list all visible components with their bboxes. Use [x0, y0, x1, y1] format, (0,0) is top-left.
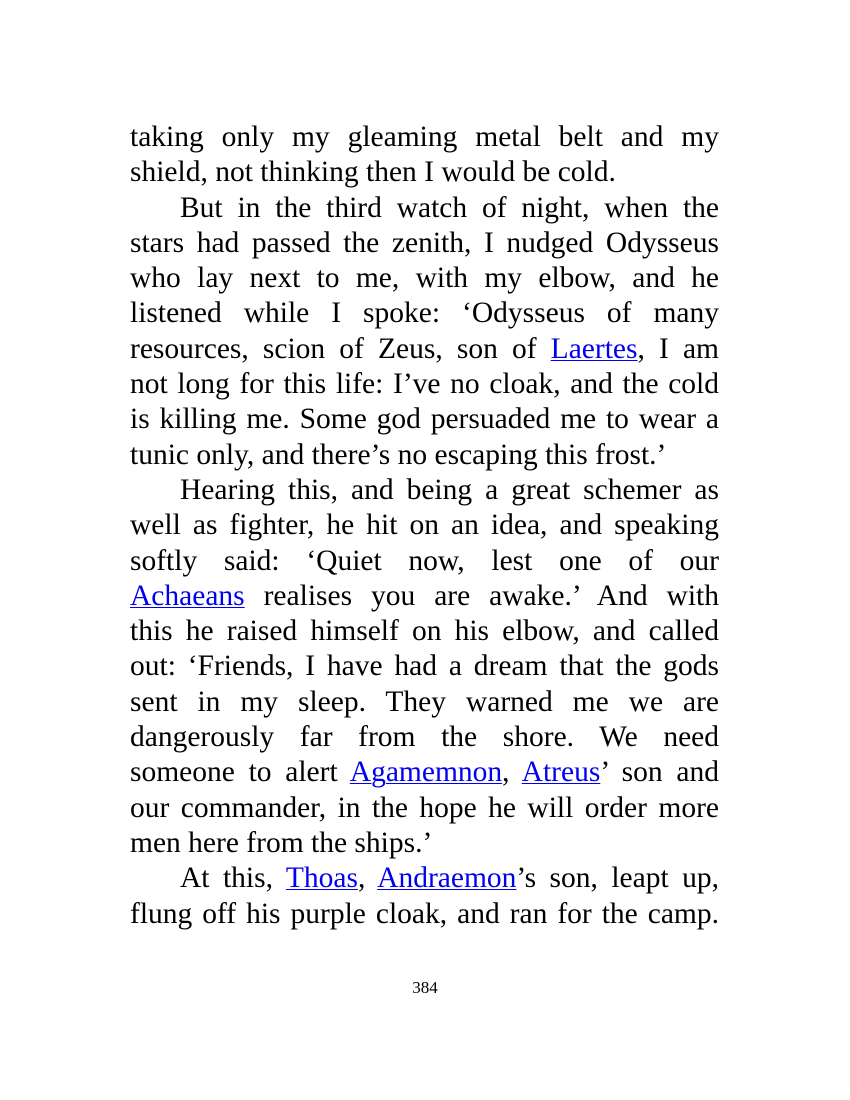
text-span: , — [357, 862, 378, 895]
text-span: Hearing this, and being a great schemer as — [180, 473, 719, 506]
text-span: men here from the ships.’ — [130, 826, 433, 859]
text-line — [130, 685, 719, 720]
link-agamemnon[interactable]: Agamemnon — [349, 756, 503, 789]
text-span: ’ son and — [600, 756, 719, 789]
text-span: ’s son, leapt up, — [516, 862, 719, 895]
link-andraemon[interactable]: Andraemon — [377, 862, 517, 895]
text-span: listened while I spoke: ‘Odysseus of many — [130, 297, 719, 330]
text-span: is killing me. Some god persuaded me to wear a — [130, 403, 719, 436]
text-line — [130, 438, 719, 473]
text-line — [130, 791, 719, 826]
text-span: someone to alert — [130, 756, 350, 789]
text-span: out: ‘Friends, I have had a dream that the gods — [130, 650, 719, 683]
text-line — [130, 261, 719, 296]
text-span: At this, — [180, 862, 286, 895]
text-span: tunic only, and there’s no escaping this frost.’ — [130, 438, 667, 471]
text-span: , — [502, 756, 522, 789]
text-span: stars had passed the zenith, I nudged Odysseus — [130, 226, 719, 259]
text-line — [130, 191, 719, 226]
text-span: softly said: ‘Quiet now, lest one of our — [130, 544, 719, 577]
link-atreus[interactable]: Atreus — [521, 756, 601, 789]
text-span: our commander, in the hope he will order more — [130, 791, 719, 824]
text-span: dangerously far from the shore. We need — [130, 721, 719, 754]
text-line — [130, 402, 719, 437]
text-span: shield, not thinking then I would be cold. — [130, 156, 616, 189]
text-span: not long for this life: I’ve no cloak, and the cold — [130, 368, 719, 401]
text-span: , I am — [637, 332, 719, 365]
text-line — [130, 755, 719, 790]
text-line — [130, 367, 719, 402]
text-span: realises you are awake.’ And with — [244, 579, 719, 612]
link-thoas[interactable]: Thoas — [285, 862, 358, 895]
text-line — [130, 649, 719, 684]
text-line — [130, 861, 719, 896]
text-span: who lay next to me, with my elbow, and he — [130, 262, 719, 295]
text-line — [130, 332, 719, 367]
link-achaeans[interactable]: Achaeans — [130, 579, 245, 612]
text-line — [130, 544, 719, 579]
text-span: taking only my gleaming metal belt and my — [130, 121, 719, 153]
text-line — [130, 155, 719, 190]
text-line — [130, 614, 719, 649]
text-line — [130, 826, 719, 861]
text-line — [130, 473, 719, 508]
text-line — [130, 296, 719, 331]
page-number: 384 — [412, 978, 438, 997]
text-line — [130, 226, 719, 261]
text-span: But in the third watch of night, when the — [180, 191, 719, 224]
text-span: well as fighter, he hit on an idea, and speaking — [130, 509, 719, 542]
text-span: this he raised himself on his elbow, and called — [130, 615, 719, 648]
text-line — [130, 508, 719, 543]
text-line — [130, 120, 719, 155]
text-line — [130, 720, 719, 755]
text-line — [130, 579, 719, 614]
text-span: sent in my sleep. They warned me we are — [130, 685, 719, 718]
link-laertes[interactable]: Laertes — [550, 332, 638, 365]
text-span: flung off his purple cloak, and ran for the camp. — [130, 897, 719, 930]
text-line — [130, 897, 719, 932]
body-text — [130, 120, 719, 932]
text-span: resources, scion of Zeus, son of — [130, 332, 551, 365]
